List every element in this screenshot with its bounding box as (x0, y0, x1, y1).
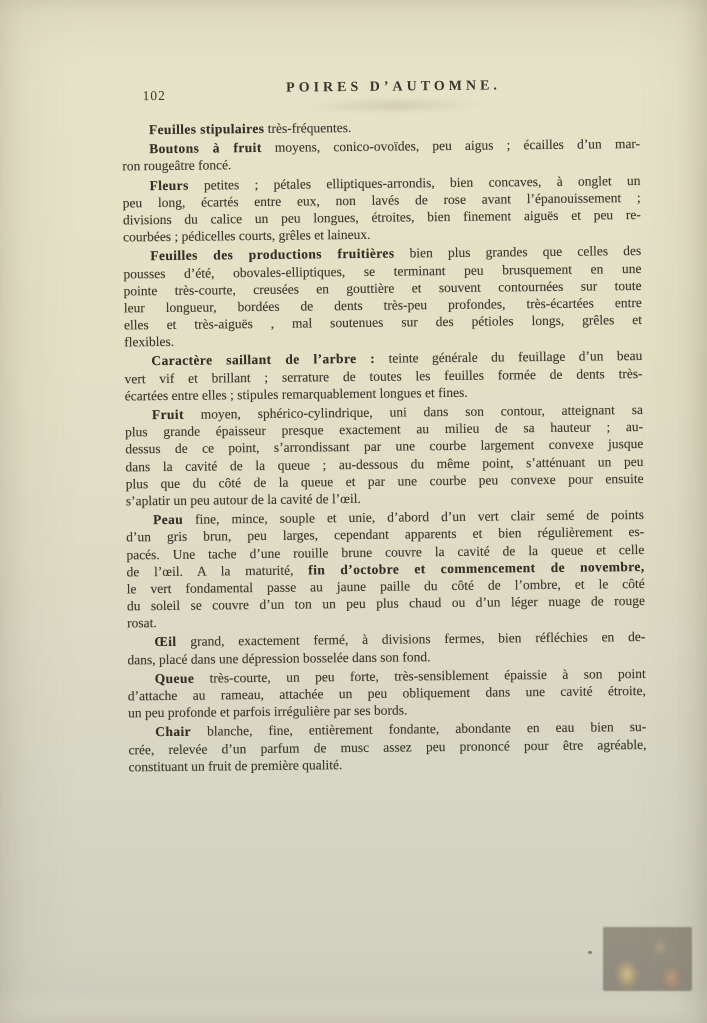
bold-lead-text: Fruit (151, 406, 185, 423)
body-text: écartées entre elles ; stipules remarquablement longues et fines. (124, 384, 468, 404)
body-text: pacés. Une tache d’une rouille brune couvre la cavité de la queue et celle (126, 541, 645, 562)
body-text: elles et très-aiguës , mal soutenues sur des pétioles longs, grêles et (123, 312, 643, 333)
body-text: peu long, écartés entre eux, non lavés de rose avant l’épanouissement ; (122, 189, 641, 211)
body-text: petites ; pétales elliptiques-arrondis, bien concaves, à onglet un (188, 172, 641, 193)
body-text: plus grande épaisseur presque exactement au milieu de sa hauteur ; au- (125, 419, 644, 440)
body-text: courbées ; pédicelles courts, grêles et laineux. (122, 226, 371, 245)
bold-lead-text: Caractère saillant de l’arbre : (151, 351, 376, 369)
bold-lead-text: Œil (154, 634, 177, 650)
body-text: flexibles. (124, 334, 175, 350)
body-text: pointe très-courte, creusées en gouttière et souvent contournées sur toute (123, 277, 642, 299)
body-text: rosat. (127, 615, 157, 631)
body-text: dans, placé dans une dépression bosselée dans son fond. (127, 648, 431, 667)
body-text: leur longueur, bordées de dents très-peu profondes, très-écartées entre (123, 294, 642, 316)
paragraph (123, 242, 642, 351)
paper-speck (588, 951, 592, 954)
bold-lead-text: fin d’octobre et commencement de novembre, (308, 558, 645, 578)
paragraph (122, 135, 640, 175)
body-text: blanche, fine, entièrement fondante, abondante en eau bien su- (190, 719, 647, 740)
body-text: du soleil se couvre d’un ton un peu plus chaud ou d’un léger nuage de rouge (126, 593, 645, 614)
bold-lead-text: Queue (154, 670, 195, 686)
body-text: très-courte, un peu forte, très-sensiblement épaissie à son point (194, 665, 646, 686)
body-text: dans la cavité de la queue ; au-dessous du même point, s’atténuant un peu (125, 453, 644, 474)
body-text: d’attache au rameau, attachée un peu obliquement dans une cavité étroite, (127, 682, 646, 704)
body-text: pousses d’été, obovales-elliptiques, se terminant peu brusquement en une (123, 260, 642, 281)
bold-lead-text: Feuilles stipulaires (148, 120, 265, 138)
page-number: 102 (142, 87, 166, 104)
bold-lead-text: Fleurs (149, 177, 189, 193)
body-text: vert vif et brillant ; serrature de toutes les feuilles formée de dents très- (124, 365, 643, 387)
bold-lead-text: Peau (152, 511, 184, 528)
paragraph (126, 506, 645, 632)
paragraph (125, 401, 644, 510)
body-text: fine, mince, souple et unie, d’abord d’un vert clair semé de points (183, 507, 645, 527)
body-text: grand, exactement fermé, à divisions fermes, bien réfléchies en de- (176, 629, 646, 650)
body-text: très-fréquentes. (264, 120, 352, 136)
body-text: teinte générale du feuillage d’un beau (375, 348, 643, 367)
body-text: crée, relevée d’un parfum de musc assez peu prononcé pour être agréable, (128, 736, 647, 757)
body-text: d’un gris brun, peu larges, cependant apparents et bien régulièrement es- (126, 524, 645, 545)
body-text: s’aplatir un peu autour de la cavité de l’œil. (125, 490, 361, 509)
bold-lead-text: Chair (155, 724, 192, 740)
paragraph (124, 347, 643, 404)
body-text: dessus de ce point, s’arrondissant par une courbe largement convexe jusque (125, 436, 644, 457)
paragraph (128, 665, 647, 722)
page-body (122, 116, 647, 775)
paragraph (122, 172, 641, 246)
body-text: moyens, conico-ovoïdes, peu aigus ; écailles d’un mar- (261, 136, 641, 156)
faint-photo-overlay (603, 927, 692, 991)
body-text: un peu profonde et parfois irrégulière par ses bords. (127, 702, 408, 721)
bold-lead-text: Feuilles des productions fruitières (150, 245, 395, 264)
body-text: le vert fondamental passe au jaune paille du côté de l’ombre, et le côté (126, 575, 645, 597)
paragraph (127, 628, 645, 668)
body-text: ron rougeâtre foncé. (122, 157, 232, 174)
paragraph (128, 718, 647, 775)
show-through-smudge (302, 97, 487, 115)
body-text: constituant un fruit de première qualité. (128, 756, 343, 775)
running-head-title: POIRES D’AUTOMNE. (286, 78, 501, 96)
body-text: plus que du côté de la queue et par une courbe peu convexe pour ensuite (125, 470, 644, 492)
body-text: moyen, sphérico-cylindrique, uni dans son contour, atteignant sa (183, 401, 643, 422)
body-text: bien plus grandes que celles des (394, 243, 642, 261)
bold-lead-text: Boutons à fruit (149, 140, 262, 157)
body-text: de l’œil. A la maturité, (126, 562, 309, 580)
body-text: divisions du calice un peu longues, étroites, bien finement aiguës et peu re- (122, 206, 641, 228)
